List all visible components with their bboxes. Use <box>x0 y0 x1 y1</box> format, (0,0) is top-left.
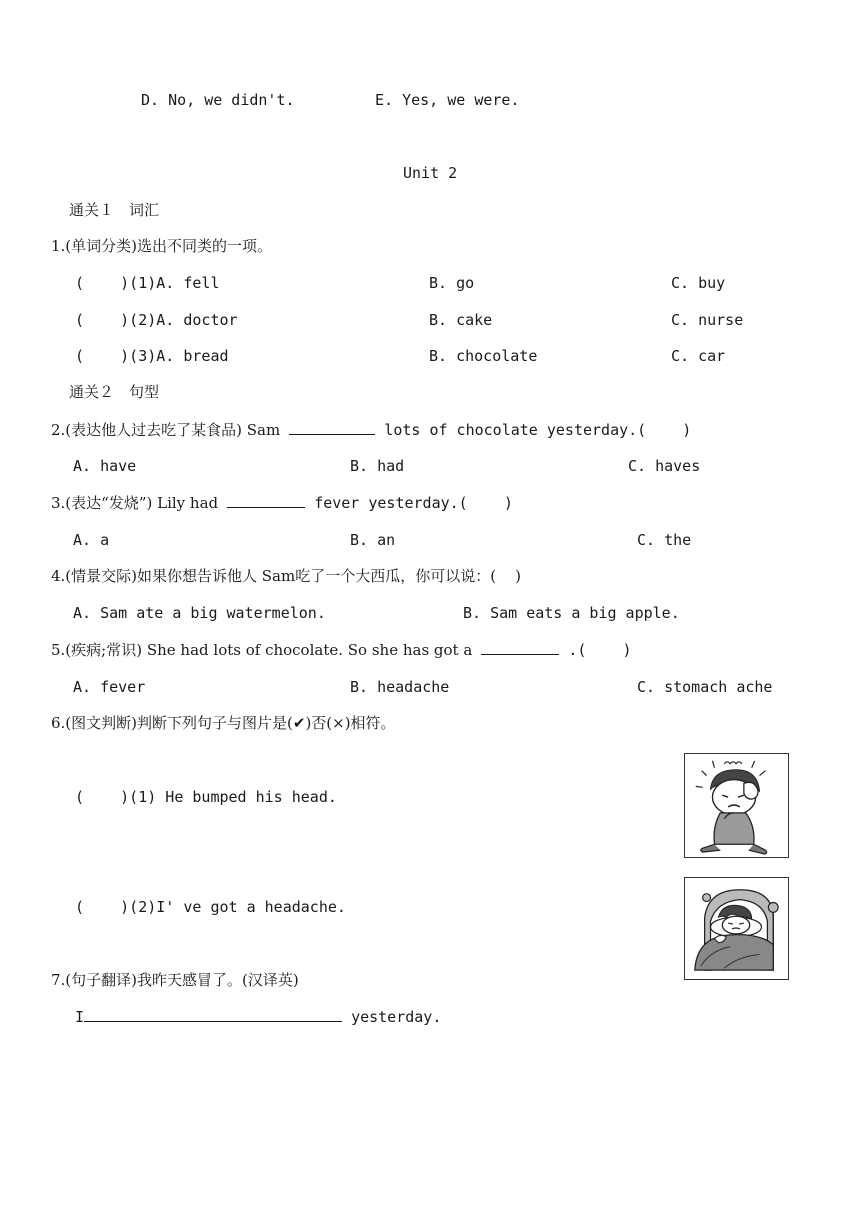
bumped-head-icon <box>685 754 788 857</box>
q4-stem: 4.(情景交际)如果你想告诉他人 Sam吃了一个大西瓜，你可以说：( ) <box>51 567 522 585</box>
q7-post: yesterday. <box>351 1008 442 1026</box>
q3-option-b: B. an <box>350 531 396 549</box>
unit-title: Unit 2 <box>403 164 458 182</box>
q7-stem: 7.(句子翻译)我昨天感冒了。(汉译英) <box>51 971 299 989</box>
q4-option-b: B. Sam eats a big apple. <box>463 604 680 622</box>
q5-stem-post: .( ) <box>568 641 632 659</box>
q3-stem-post: fever yesterday.( ) <box>314 494 513 512</box>
bed-icon <box>685 878 788 979</box>
q6-item2: ( )(2)I' ve got a headache. <box>75 898 346 916</box>
q1-item1-c: C. buy <box>671 274 726 292</box>
q7-answer-blank[interactable] <box>84 1007 342 1022</box>
q5-stem-pre: 5.(疾病;常识) She had lots of chocolate. So she has got a <box>51 641 473 659</box>
q1-item3-a: ( )(3)A. bread <box>75 347 229 365</box>
q1-item1-a: ( )(1)A. fell <box>75 274 220 292</box>
q5-answer-blank[interactable] <box>481 640 559 655</box>
q2-stem-pre: 2.(表达他人过去吃了某食品) Sam <box>51 421 281 439</box>
q3-stem <box>51 493 513 513</box>
q5-option-a: A. fever <box>73 678 146 696</box>
q2-option-a: A. have <box>73 457 137 475</box>
q2-answer-blank[interactable] <box>289 420 375 435</box>
q5-stem <box>51 640 632 660</box>
option-d: D. No, we didn't. <box>141 91 295 109</box>
q1-item2-b: B. cake <box>429 311 493 329</box>
q5-option-b: B. headache <box>350 678 450 696</box>
q1-item3-b: B. chocolate <box>429 347 538 365</box>
option-e: E. Yes, we were. <box>375 91 520 109</box>
section-vocabulary: 通关１ 词汇 <box>69 201 160 219</box>
q1-item1-b: B. go <box>429 274 475 292</box>
q1-item2-c: C. nurse <box>671 311 744 329</box>
q1-item2-a: ( )(2)A. doctor <box>75 311 238 329</box>
q2-stem <box>51 420 691 440</box>
q6-stem: 6.(图文判断)判断下列句子与图片是(✔)否(×)相符。 <box>51 714 396 732</box>
q7-answer-line <box>75 1007 441 1027</box>
q2-stem-post: lots of chocolate yesterday.( ) <box>384 421 692 439</box>
q3-answer-blank[interactable] <box>227 493 305 508</box>
picture-bumped-head <box>684 753 789 858</box>
q4-option-a: A. Sam ate a big watermelon. <box>73 604 326 622</box>
q1-stem: 1.(单词分类)选出不同类的一项。 <box>51 237 273 255</box>
q2-option-c: C. haves <box>628 457 701 475</box>
q3-option-a: A. a <box>73 531 110 549</box>
q2-option-b: B. had <box>350 457 405 475</box>
picture-sick-in-bed <box>684 877 789 980</box>
q3-option-c: C. the <box>637 531 692 549</box>
q1-item3-c: C. car <box>671 347 726 365</box>
q7-pre: I <box>75 1008 85 1026</box>
section-sentence: 通关２ 句型 <box>69 383 160 401</box>
q3-stem-pre: 3.(表达“发烧”) Lily had <box>51 494 219 512</box>
q5-option-c: C. stomach ache <box>637 678 773 696</box>
q6-item1: ( )(1) He bumped his head. <box>75 788 337 806</box>
